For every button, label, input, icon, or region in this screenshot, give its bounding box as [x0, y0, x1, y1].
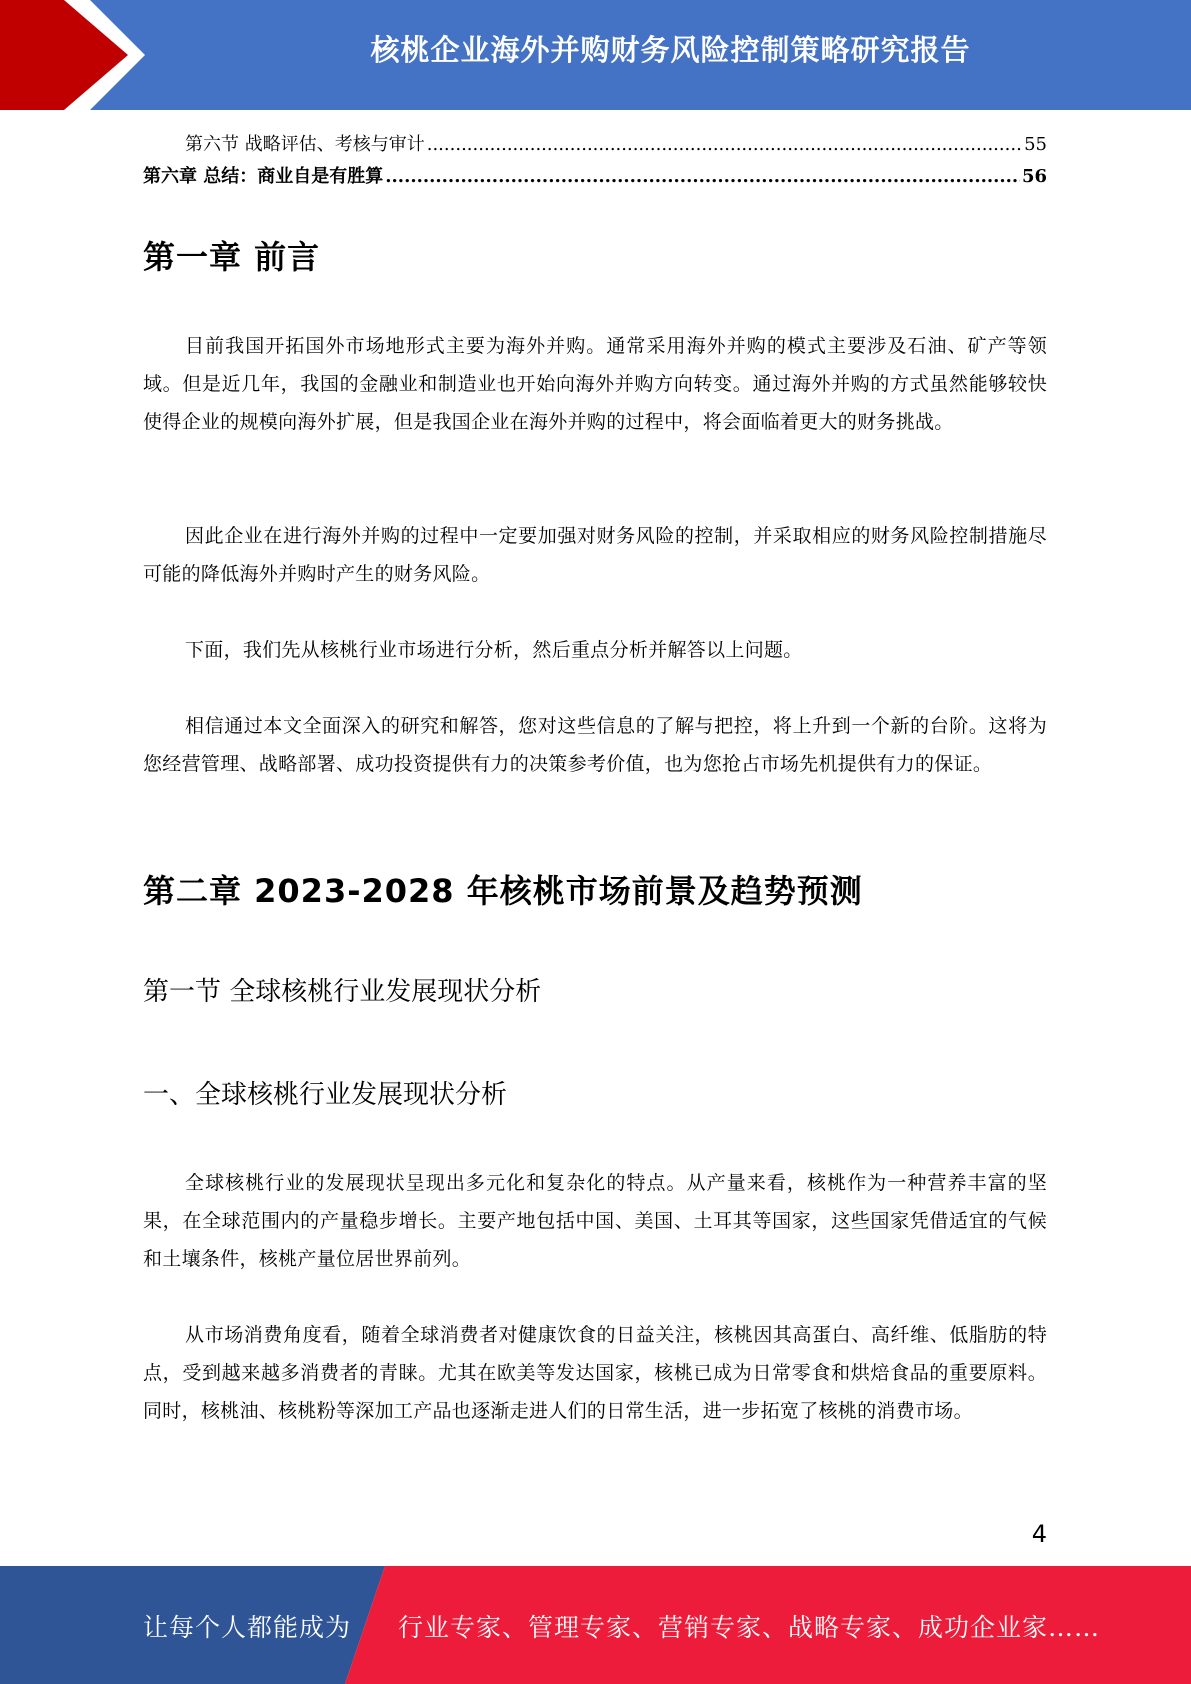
- paragraph: 下面，我们先从核桃行业市场进行分析，然后重点分析并解答以上问题。: [185, 639, 803, 661]
- page-footer: [0, 1566, 1191, 1684]
- page-header: [0, 0, 1191, 110]
- paragraph: 相信通过本文全面深入的研究和解答，您对这些信息的了解与把控，将上升到一个新的台阶。这将为您经营管理、战略部署、成功投资提供有力的决策参考价值，也为您抢占市场先机提供有力的保证。: [143, 715, 1047, 775]
- subsection-heading: 一、全球核桃行业发展现状分析: [143, 1080, 508, 1110]
- paragraph: 全球核桃行业的发展现状呈现出多元化和复杂化的特点。从产量来看，核桃作为一种营养丰富的坚果，在全球范围内的产量稳步增长。主要产地包括中国、美国、土耳其等国家，这些国家凭借适宜的气候和土壤条件，核桃产量位居世界前列。: [143, 1172, 1047, 1270]
- toc-entry[interactable]: [143, 162, 1047, 188]
- toc-leader: [385, 166, 1020, 187]
- footer-slogan-left: 让每个人都能成为: [143, 1613, 352, 1642]
- toc-entry[interactable]: [143, 130, 1047, 156]
- paragraph: 从市场消费角度看，随着全球消费者对健康饮食的日益关注，核桃因其高蛋白、高纤维、低脂肪的特点，受到越来越多消费者的青睐。尤其在欧美等发达国家，核桃已成为日常零食和烘焙食品的重要原料。同时，核桃油、核桃粉等深加工产品也逐渐走进人们的日常生活，进一步拓宽了核桃的消费市场。: [143, 1324, 1047, 1422]
- toc-entry-page: 56: [1021, 166, 1047, 187]
- toc-leader: [427, 134, 1022, 155]
- toc-entry-page: 55: [1024, 134, 1047, 155]
- chapter-heading: 第一章 前言: [143, 238, 321, 276]
- toc-entry-title: 第六节 战略评估、考核与审计: [185, 134, 425, 155]
- report-title: 核桃企业海外并购财务风险控制策略研究报告: [370, 33, 971, 67]
- toc-entry-title: 第六章 总结：商业自是有胜算: [143, 166, 384, 187]
- page-number: 4: [1031, 1520, 1047, 1548]
- chapter-heading: 第二章 2023-2028 年核桃市场前景及趋势预测: [143, 872, 863, 910]
- section-heading: 第一节 全球核桃行业发展现状分析: [143, 977, 542, 1007]
- paragraph: 目前我国开拓国外市场地形式主要为海外并购。通常采用海外并购的模式主要涉及石油、矿产等领域。但是近几年，我国的金融业和制造业也开始向海外并购方向转变。通过海外并购的方式虽然能够较快使得企业的规模向海外扩展，但是我国企业在海外并购的过程中，将会面临着更大的财务挑战。: [143, 335, 1047, 433]
- paragraph: 因此企业在进行海外并购的过程中一定要加强对财务风险的控制，并采取相应的财务风险控制措施尽可能的降低海外并购时产生的财务风险。: [143, 525, 1047, 585]
- footer-slogan-right: 行业专家、管理专家、营销专家、战略专家、成功企业家……: [398, 1613, 1101, 1642]
